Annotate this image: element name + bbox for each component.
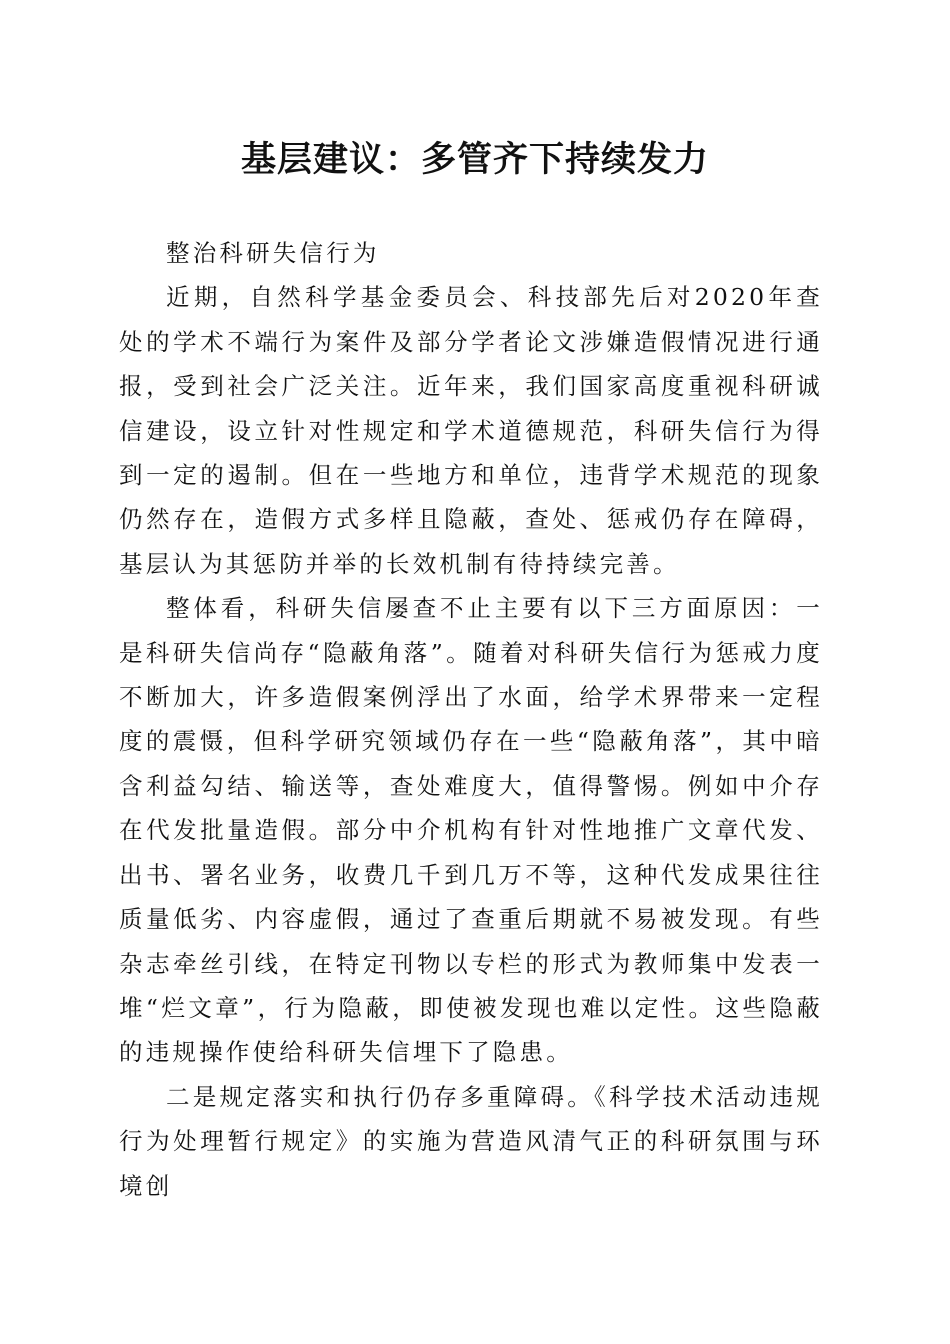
paragraph (119, 1075, 823, 1208)
paragraph-lead-sentence: 二是规定落实和执行仍存多重障碍。 (166, 1082, 595, 1111)
paragraph-text: 《科学技术活动违规行为处理暂行规定》的实施为营造风清气正的科研氛围与环境创 (119, 1082, 823, 1200)
paragraph: 整体看，科研失信屡查不止主要有以下三方面原因：一是科研失信尚存“隐蔽角落”。随着对科研失信行为惩戒力度不断加大，许多造假案例浮出了水面，给学术界带来一定程度的震慑，但科学研究领域仍存在一些“隐蔽角落”，其中暗含利益勾结、输送等，查处难度大，值得警惕。例如中介存在代发批量造假。部分中介机构有针对性地推广文章代发、出书、署名业务，收费几千到几万不等，这种代发成果往往质量低劣、内容虚假，通过了查重后期就不易被发现。有些杂志牵丝引线，在特定刊物以专栏的形式为教师集中发表一堆“烂文章”，行为隐蔽，即使被发现也难以定性。这些隐蔽的违规操作使给科研失信埋下了隐患。 (119, 594, 823, 1067)
section-heading: 整治科研失信行为 (166, 239, 380, 267)
page-title: 基层建议：多管齐下持续发力 (240, 139, 709, 180)
document-body (119, 231, 823, 1208)
paragraph: 近期，自然科学基金委员会、科技部先后对2020年查处的学术不端行为案件及部分学者论文涉嫌造假情况进行通报，受到社会广泛关注。近年来，我们国家高度重视科研诚信建设，设立针对性规定和学术道德规范，科研失信行为得到一定的遏制。但在一些地方和单位，违背学术规范的现象仍然存在，造假方式多样且隐蔽，查处、惩戒仍存在障碍，基层认为其惩防并举的长效机制有待持续完善。 (119, 283, 823, 578)
